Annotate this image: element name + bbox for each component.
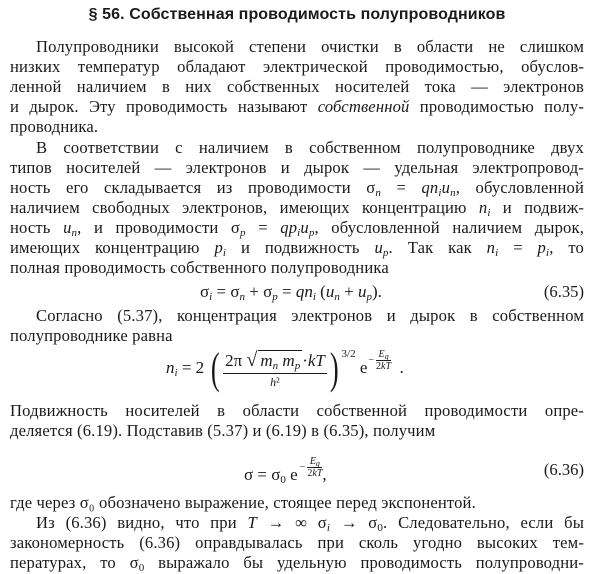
paragraph-line: полупроводнике равна bbox=[10, 326, 173, 345]
paragraph-line: Полупроводники высокой степени очистки в области не слишком bbox=[36, 37, 584, 56]
equation-6-35: $\sigma_i = \sigma_n + \sigma_p = qn_i$ $(u_n + u_p)$. bbox=[200, 282, 382, 303]
paragraph-line: ленной наличием в них собственных носителей тока — электронов bbox=[10, 77, 584, 96]
paragraph-line: Подвижность носителей в области собственной проводимости опре- bbox=[10, 401, 584, 420]
paragraph-line: имеющих концентрацию $p_i$ и подвижность $u_p$. Так как $n_i = p_i$, то bbox=[10, 238, 584, 259]
paragraph-line: ность $u_n$, и проводимости $\sigma_p = qp_iu_p$, обусловленной наличием дырок, bbox=[10, 218, 584, 239]
paragraph-line: ность его складывается из проводимости $\sigma_n = qn_iu_n$, обусловленной bbox=[10, 178, 584, 199]
paragraph-line: полная проводимость собственного полупроводника bbox=[10, 258, 389, 277]
paragraph-line: пературах, то $\sigma_0$ выражало бы удельную проводимость полупроводни- bbox=[10, 553, 584, 574]
paragraph-line: закономерность (6.36) оправдывалась при сколь угодно высоких тем- bbox=[10, 533, 584, 552]
paragraph-line: типов носителей — электронов и дырок — удельная электропровод- bbox=[10, 158, 584, 177]
paragraph-line: проводника. bbox=[10, 117, 99, 136]
paragraph-line: Из (6.36) видно, что при T → ∞ $\sigma_i \to \sigma_0$. Следовательно, если бы bbox=[36, 513, 584, 534]
paragraph-line: и дырок. Эту проводимость называют собственной проводимостью полу- bbox=[10, 97, 584, 116]
equation-number: (6.35) bbox=[543, 282, 584, 301]
paragraph-line: наличием свободных электронов, имеющих концентрацию $n_i$ и подвиж- bbox=[10, 198, 584, 219]
equation-6-36: $\sigma = \sigma_0$ e − $\frac{E_g}{2kT}$ , bbox=[244, 456, 327, 486]
paragraph-line: где через σ₀ обозначено выражение, стоящее перед экспонентой. bbox=[10, 493, 476, 512]
paragraph-line: низких температур обладают электрической проводимостью, обуслов- bbox=[10, 57, 584, 76]
paragraph-line: деляется (6.19). Подставив (5.37) и (6.19) в (6.35), получим bbox=[10, 421, 436, 440]
equation-number: (6.36) bbox=[543, 460, 584, 479]
paragraph-line: В соответствии с наличием в собственном полупроводнике двух bbox=[36, 138, 584, 157]
section-heading: § 56. Собственная проводимость полупроводников bbox=[88, 6, 506, 23]
equation-intrinsic-concentration: $n_i = 2$ ( $\frac{2\pi √ m_n m_p \cdot kT}{\text{h²}}$ ) $^{3/2}$ e− $\frac{E_g}{2kT}$ . bbox=[166, 344, 404, 393]
paragraph-line: Согласно (5.37), концентрация электронов и дырок в собственном bbox=[36, 306, 584, 325]
